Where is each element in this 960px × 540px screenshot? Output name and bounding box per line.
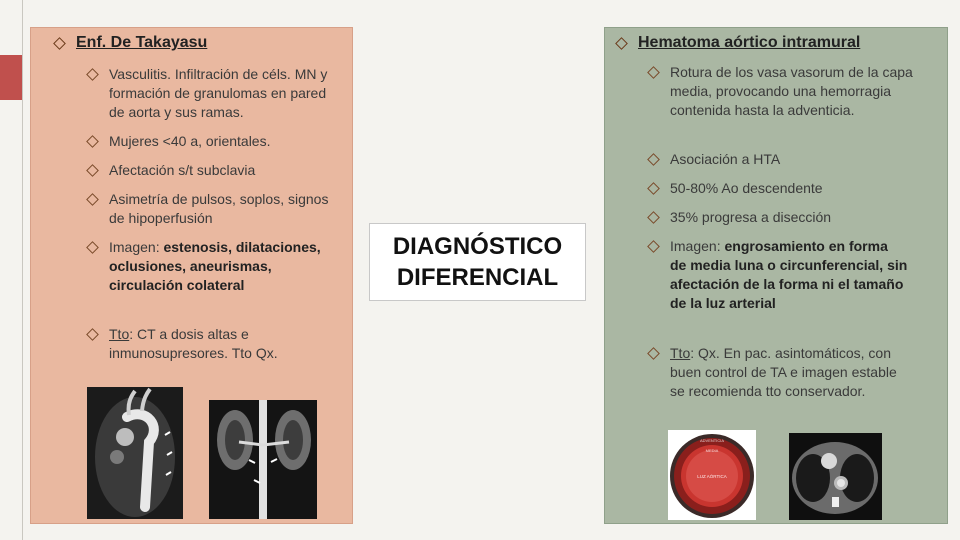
renal-angio-image: [209, 400, 317, 519]
diagram-label-outer: ADVENTICIA: [699, 438, 725, 443]
takayasu-title: Enf. De Takayasu: [52, 34, 207, 52]
list-item: 50-80% Ao descendente: [646, 179, 918, 198]
center-line-2: DIFERENCIAL: [396, 264, 559, 291]
list-item: Vasculitis. Infiltración de céls. MN y formación de granulomas en pared de aorta y sus ramas.: [85, 65, 345, 122]
diamond-outline-icon: [86, 135, 99, 148]
list-item: Afectación s/t subclavia: [85, 161, 345, 180]
differential-diagnosis-box: [369, 223, 586, 301]
list-item: Asimetría de pulsos, soplos, signos de hipoperfusión: [85, 190, 335, 228]
list-item: Imagen: estenosis, dilataciones, oclusiones, aneurismas, circulación colateral: [85, 238, 325, 295]
diagram-label-media: MEDIA: [705, 448, 719, 453]
list-item: Rotura de los vasa vasorum de la capa media, provocando una hemorragia contenida hasta la adventicia.: [646, 63, 918, 120]
diamond-outline-icon: [86, 193, 99, 206]
diamond-outline-icon: [86, 328, 99, 341]
list-item: Tto: CT a dosis altas e inmunosupresores. Tto Qx.: [85, 325, 335, 363]
diamond-outline-icon: [86, 68, 99, 81]
list-item: Mujeres <40 a, orientales.: [85, 132, 345, 151]
thorax-ct-image: [789, 433, 882, 520]
accent-bar: [0, 55, 22, 100]
list-item: 35% progresa a disección: [646, 208, 918, 227]
diamond-outline-icon: [86, 241, 99, 254]
diamond-outline-icon: [647, 66, 660, 79]
diamond-outline-icon: [647, 347, 660, 360]
slide-divider-line: [22, 0, 23, 540]
diamond-outline-icon: [647, 240, 660, 253]
diamond-outline-icon: [647, 182, 660, 195]
diamond-outline-icon: [615, 37, 628, 50]
aortic-wall-diagram: [668, 430, 756, 520]
list-item: Imagen: engrosamiento en forma de media luna o circunferencial, sin afectación de la forma ni el tamaño de la luz arterial: [646, 237, 908, 313]
diamond-outline-icon: [86, 164, 99, 177]
center-line-1: DIAGNÓSTICO: [392, 233, 563, 260]
list-item: Asociación a HTA: [646, 150, 918, 169]
list-item: Tto: Qx. En pac. asintomáticos, con buen control de TA e imagen estable se recomienda tto conservador.: [646, 344, 908, 401]
angio-ct-image: [87, 387, 183, 519]
diamond-outline-icon: [647, 211, 660, 224]
diamond-outline-icon: [647, 153, 660, 166]
hematoma-title: Hematoma aórtico intramural: [614, 34, 860, 52]
diagram-label-lumen: LUZ AÓRTICA: [697, 474, 727, 479]
diamond-outline-icon: [53, 37, 66, 50]
